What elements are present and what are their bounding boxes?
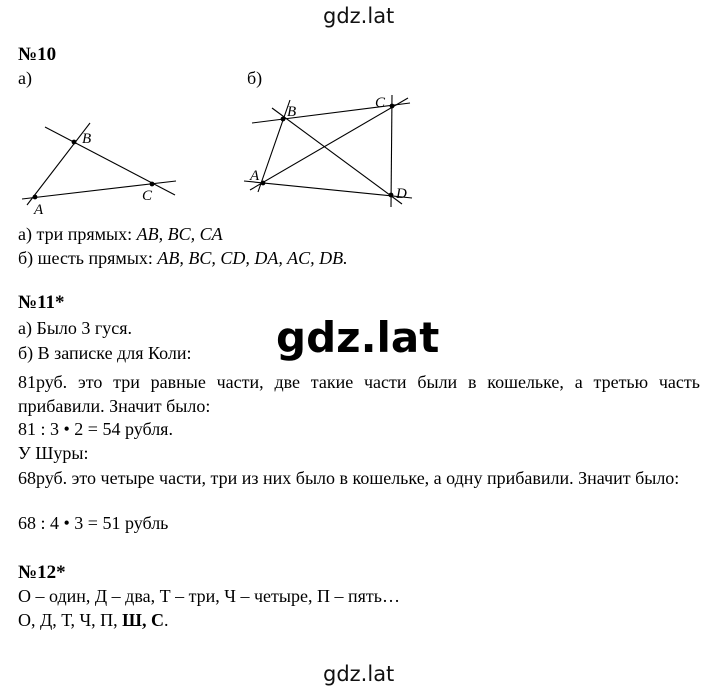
answer-10a-lines: AB, BC, CA xyxy=(136,224,223,244)
problem-11-paragraph-1: 81руб. это три равные части, две такие части были в кошельке, а третью часть прибавили. Значит было: xyxy=(18,372,700,416)
line-ac xyxy=(250,98,408,190)
answer-10b-lines: AB, BC, CD, DA, AC, DB. xyxy=(157,248,348,268)
figure-b-quadrilateral xyxy=(0,0,720,230)
answer-10b-prefix: б) шесть прямых: xyxy=(18,248,158,268)
problem-10-label-a: а) xyxy=(18,68,32,88)
problem-11-shura: У Шуры: xyxy=(18,443,89,463)
problem-11-heading: №11* xyxy=(18,292,65,313)
problem-12-line-2 xyxy=(18,610,168,631)
label-point-c: C xyxy=(142,188,153,204)
line-da xyxy=(244,181,412,198)
problem-12-period: . xyxy=(163,610,169,630)
problem-11-calc-1: 81 : 3 • 2 = 54 рубля. xyxy=(18,419,173,439)
problem-12-line-1: О – один, Д – два, Т – три, Ч – четыре, П – пять… xyxy=(18,586,400,606)
label-point-b: B xyxy=(82,131,92,147)
line-bc xyxy=(252,103,410,123)
problem-11-line-a: а) Было 3 гуся. xyxy=(18,318,133,338)
answer-10a xyxy=(18,224,223,245)
problem-12-answer-letters: Ш, С xyxy=(122,610,164,630)
label-point-d: D xyxy=(396,186,407,202)
answer-10b xyxy=(18,248,348,269)
label-point-a: A xyxy=(34,202,44,218)
label-point-b: B xyxy=(287,104,297,120)
label-point-a: A xyxy=(250,168,260,184)
point-b xyxy=(281,117,286,122)
point-a xyxy=(261,181,266,186)
line-db xyxy=(272,108,402,204)
watermark-bottom: gdz.lat xyxy=(323,662,395,686)
problem-11-calc-2: 68 : 4 • 3 = 51 рубль xyxy=(18,513,169,533)
line-cd xyxy=(391,95,392,207)
problem-11-line-b: б) В записке для Коли: xyxy=(18,343,192,363)
problem-10-heading: №10 xyxy=(18,44,57,65)
watermark-center: gdz.lat xyxy=(276,313,440,362)
problem-12-heading: №12* xyxy=(18,562,66,583)
problem-10-label-b: б) xyxy=(247,68,263,88)
label-point-c: C xyxy=(375,95,386,111)
point-d xyxy=(389,193,394,198)
watermark-top: gdz.lat xyxy=(323,4,395,28)
problem-11-paragraph-2: 68руб. это четыре части, три из них было в кошельке, а одну прибавили. Значит было: xyxy=(18,468,680,488)
problem-12-sequence: О, Д, Т, Ч, П, xyxy=(18,610,123,630)
answer-10a-prefix: а) три прямых: xyxy=(18,224,137,244)
line-ab xyxy=(258,100,290,192)
point-c xyxy=(390,104,395,109)
